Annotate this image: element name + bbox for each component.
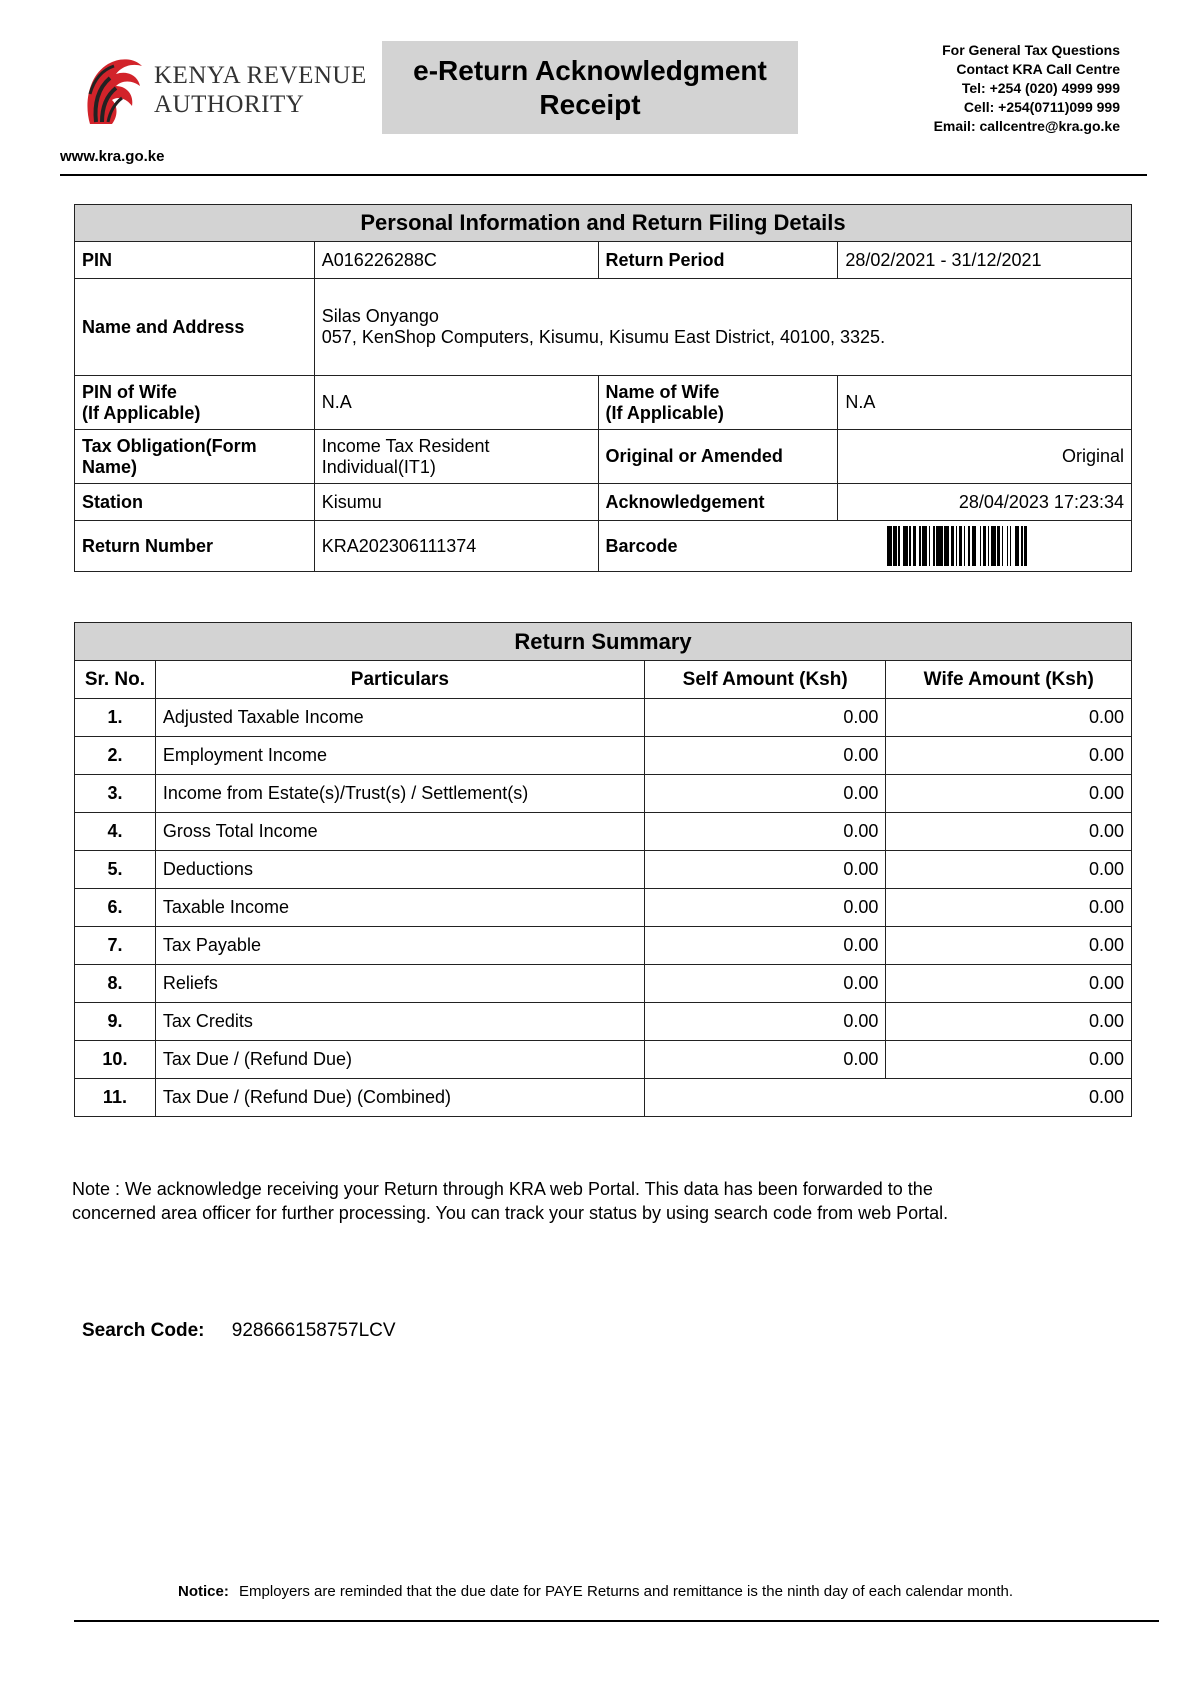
notice-text: Employers are reminded that the due date for PAYE Returns and remittance is the ninth day of each calendar month. xyxy=(239,1583,1014,1600)
acknowledgement-value: 28/04/2023 17:23:34 xyxy=(838,484,1132,521)
column-header-wife-amount: Wife Amount (Ksh) xyxy=(886,661,1132,699)
self-amount-cell: 0.00 xyxy=(644,699,886,737)
wife-pin-label-line: PIN of Wife xyxy=(82,381,177,402)
wife-amount-cell: 0.00 xyxy=(886,1041,1132,1079)
particular-cell: Gross Total Income xyxy=(155,813,644,851)
wife-amount-cell: 0.00 xyxy=(886,813,1132,851)
wife-pin-label-line: (If Applicable) xyxy=(82,402,201,423)
barcode-cell xyxy=(598,521,1132,572)
wife-name-label xyxy=(598,376,838,430)
search-code xyxy=(82,1320,396,1342)
footer-divider xyxy=(74,1620,1159,1622)
particular-cell: Tax Payable xyxy=(155,927,644,965)
wife-pin-value: N.A xyxy=(314,376,598,430)
table-row xyxy=(75,699,1132,737)
self-amount-cell: 0.00 xyxy=(644,1041,886,1079)
wife-amount-cell: 0.00 xyxy=(886,889,1132,927)
self-amount-cell: 0.00 xyxy=(644,1003,886,1041)
self-amount-cell: 0.00 xyxy=(644,775,886,813)
wife-name-label-line: (If Applicable) xyxy=(605,402,724,423)
header-divider xyxy=(60,174,1147,176)
wife-amount-cell: 0.00 xyxy=(886,927,1132,965)
name-address-label: Name and Address xyxy=(75,279,315,376)
sr-no-cell: 7. xyxy=(75,927,156,965)
pin-label: PIN xyxy=(75,242,315,279)
particular-cell: Tax Due / (Refund Due) xyxy=(155,1041,644,1079)
tax-obligation-line: Income Tax Resident xyxy=(321,435,490,456)
wife-amount-cell: 0.00 xyxy=(886,775,1132,813)
footer-notice xyxy=(178,1583,1013,1600)
name-address-value xyxy=(314,279,1131,376)
self-amount-cell: 0.00 xyxy=(644,965,886,1003)
wife-amount-cell: 0.00 xyxy=(886,737,1132,775)
sr-no-cell: 9. xyxy=(75,1003,156,1041)
sr-no-cell: 3. xyxy=(75,775,156,813)
particular-cell: Tax Due / (Refund Due) (Combined) xyxy=(155,1079,644,1117)
wife-amount-cell: 0.00 xyxy=(886,965,1132,1003)
website-link[interactable]: www.kra.go.ke xyxy=(60,148,165,165)
acknowledgement-note xyxy=(72,1177,1132,1225)
title-line-2: Receipt xyxy=(539,89,641,120)
search-code-label: Search Code: xyxy=(82,1320,205,1341)
wife-name-value: N.A xyxy=(838,376,1132,430)
wife-amount-cell: 0.00 xyxy=(886,1003,1132,1041)
self-amount-cell: 0.00 xyxy=(644,851,886,889)
return-number-value: KRA202306111374 xyxy=(314,521,598,572)
return-period-label: Return Period xyxy=(598,242,838,279)
particular-cell: Adjusted Taxable Income xyxy=(155,699,644,737)
contact-email[interactable]: Email: callcentre@kra.go.ke xyxy=(933,118,1120,134)
sr-no-cell: 2. xyxy=(75,737,156,775)
original-amended-value: Original xyxy=(838,430,1132,484)
contact-tel: Tel: +254 (020) 4999 999 xyxy=(961,80,1120,96)
return-number-label: Return Number xyxy=(75,521,315,572)
station-value: Kisumu xyxy=(314,484,598,521)
taxpayer-name: Silas Onyango xyxy=(321,306,439,326)
barcode-image xyxy=(887,526,1029,566)
notice-label: Notice: xyxy=(178,1583,229,1600)
contact-line: For General Tax Questions xyxy=(942,42,1120,58)
station-label: Station xyxy=(75,484,315,521)
table-row xyxy=(75,1041,1132,1079)
contact-cell: Cell: +254(0711)099 999 xyxy=(963,99,1120,115)
table-row xyxy=(75,1003,1132,1041)
tax-obligation-label: Tax Obligation(Form Name) xyxy=(75,430,315,484)
original-amended-label: Original or Amended xyxy=(598,430,838,484)
wife-pin-label xyxy=(75,376,315,430)
taxpayer-address: 057, KenShop Computers, Kisumu, Kisumu East District, 40100, 3325. xyxy=(321,327,886,347)
self-amount-cell: 0.00 xyxy=(644,813,886,851)
table-row xyxy=(75,965,1132,1003)
self-amount-cell: 0.00 xyxy=(644,737,886,775)
sr-no-cell: 5. xyxy=(75,851,156,889)
combined-amount-cell: 0.00 xyxy=(644,1079,1131,1117)
tax-obligation-value xyxy=(314,430,598,484)
sr-no-cell: 1. xyxy=(75,699,156,737)
particular-cell: Deductions xyxy=(155,851,644,889)
return-summary-table xyxy=(74,622,1132,1117)
document-title xyxy=(382,41,798,134)
particular-cell: Employment Income xyxy=(155,737,644,775)
note-line-2: concerned area officer for further processing. You can track your status by using search code from web Portal. xyxy=(72,1203,949,1223)
pin-value: A016226288C xyxy=(314,242,598,279)
table-row xyxy=(75,851,1132,889)
title-line-1: e-Return Acknowledgment xyxy=(413,55,767,86)
personal-info-heading: Personal Information and Return Filing Details xyxy=(75,205,1132,242)
kra-logo xyxy=(82,54,372,126)
particular-cell: Income from Estate(s)/Trust(s) / Settlement(s) xyxy=(155,775,644,813)
search-code-value: 928666158757LCV xyxy=(231,1320,396,1341)
sr-no-cell: 10. xyxy=(75,1041,156,1079)
kra-lion-logo-icon xyxy=(82,54,148,126)
acknowledgement-label: Acknowledgement xyxy=(598,484,838,521)
table-row xyxy=(75,737,1132,775)
table-row xyxy=(75,775,1132,813)
column-header-sr-no: Sr. No. xyxy=(75,661,156,699)
logo-line-1: KENYA REVENUE xyxy=(154,62,367,89)
sr-no-cell: 11. xyxy=(75,1079,156,1117)
wife-name-label-line: Name of Wife xyxy=(605,381,720,402)
logo-line-2: AUTHORITY xyxy=(154,91,305,118)
particular-cell: Reliefs xyxy=(155,965,644,1003)
wife-amount-cell: 0.00 xyxy=(886,699,1132,737)
sr-no-cell: 8. xyxy=(75,965,156,1003)
sr-no-cell: 6. xyxy=(75,889,156,927)
column-header-particulars: Particulars xyxy=(155,661,644,699)
contact-block xyxy=(934,41,1120,136)
personal-info-table xyxy=(74,204,1132,572)
particular-cell: Taxable Income xyxy=(155,889,644,927)
wife-amount-cell: 0.00 xyxy=(886,851,1132,889)
table-row xyxy=(75,889,1132,927)
return-summary-rows xyxy=(75,699,1132,1079)
return-summary-heading: Return Summary xyxy=(75,623,1132,661)
sr-no-cell: 4. xyxy=(75,813,156,851)
table-row-combined xyxy=(75,1079,1132,1117)
table-row xyxy=(75,813,1132,851)
contact-line: Contact KRA Call Centre xyxy=(956,61,1120,77)
column-header-self-amount: Self Amount (Ksh) xyxy=(644,661,886,699)
particular-cell: Tax Credits xyxy=(155,1003,644,1041)
barcode-label: Barcode xyxy=(605,535,678,556)
self-amount-cell: 0.00 xyxy=(644,927,886,965)
self-amount-cell: 0.00 xyxy=(644,889,886,927)
tax-obligation-line: Individual(IT1) xyxy=(321,456,436,477)
table-row xyxy=(75,927,1132,965)
return-period-value: 28/02/2021 - 31/12/2021 xyxy=(838,242,1132,279)
note-line-1: Note : We acknowledge receiving your Return through KRA web Portal. This data has been forwarded to the xyxy=(72,1179,933,1199)
